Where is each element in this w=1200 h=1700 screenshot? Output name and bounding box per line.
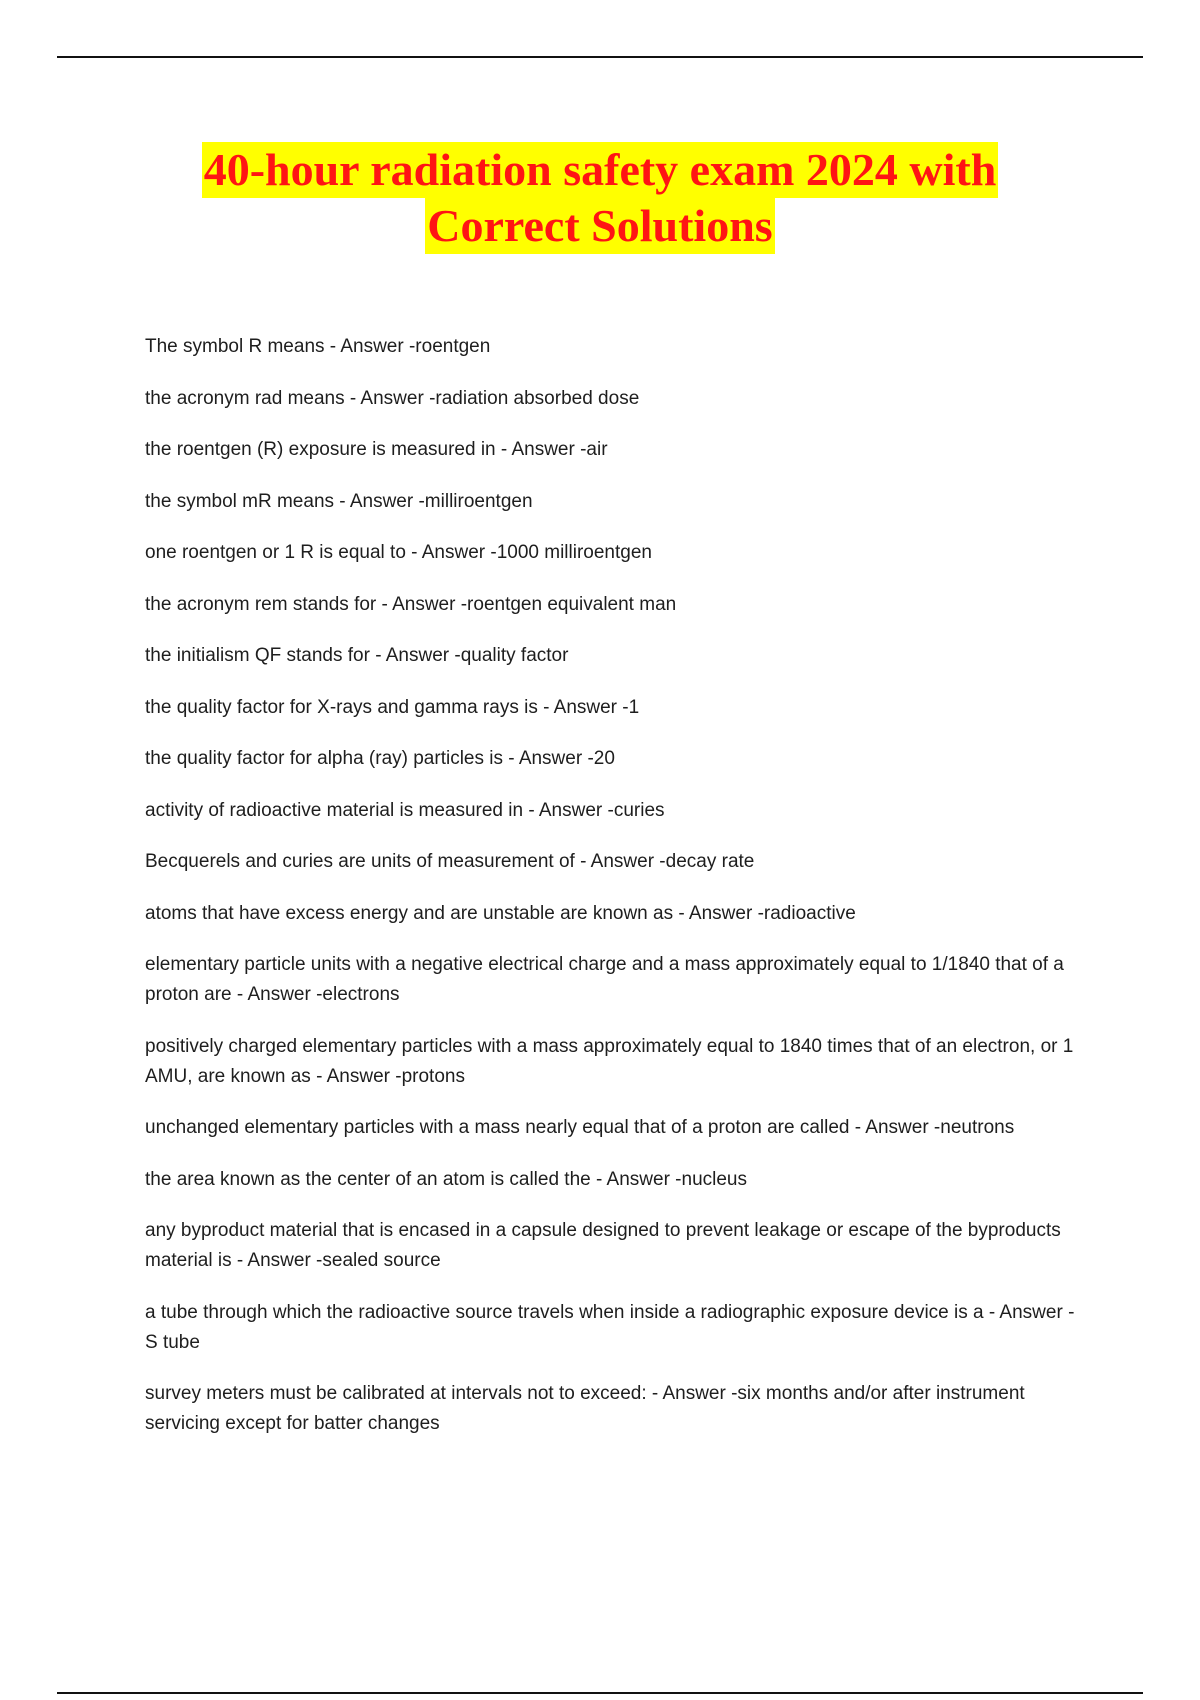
title-line-1: 40-hour radiation safety exam 2024 with [202,142,999,198]
page-title [0,142,1200,254]
list-item: Becquerels and curies are units of measurement of - Answer -decay rate [145,851,755,872]
question-answer-list [145,332,1085,1461]
list-item: elementary particle units with a negative electrical charge and a mass approximately equal to 1/1840 that of a proton are - Answer -electrons [145,954,1064,1005]
bottom-divider [57,1692,1143,1694]
title-line-2: Correct Solutions [425,198,774,254]
list-item: atoms that have excess energy and are unstable are known as - Answer -radioactive [145,902,856,924]
list-item: the acronym rem stands for - Answer -roentgen equivalent man [145,593,677,615]
top-divider [57,56,1143,58]
list-item: positively charged elementary particles with a mass approximately equal to 1840 times that of an electron, or 1 AMU, are known as - Answer -protons [145,1035,1074,1087]
list-item: the quality factor for X-rays and gamma rays is - Answer -1 [145,696,640,718]
list-item: activity of radioactive material is measured in - Answer -curies [145,799,665,821]
list-item: the quality factor for alpha (ray) particles is - Answer -20 [145,748,615,769]
list-item: the symbol mR means - Answer -milliroentgen [145,490,533,512]
list-item: the area known as the center of an atom is called the - Answer -nucleus [145,1168,747,1190]
list-item: one roentgen or 1 R is equal to - Answer -1000 milliroentgen [145,542,652,563]
list-item: any byproduct material that is encased in a capsule designed to prevent leakage or escape of the byproducts material is - Answer -sealed source [145,1220,1061,1271]
list-item: The symbol R means - Answer -roentgen [145,336,491,357]
list-item: the acronym rad means - Answer -radiation absorbed dose [145,387,640,409]
list-item: survey meters must be calibrated at intervals not to exceed: - Answer -six months and/or after instrument servicing except for batter changes [145,1383,1025,1434]
list-item: a tube through which the radioactive source travels when inside a radiographic exposure device is a - Answer -S tube [145,1301,1075,1353]
list-item: the initialism QF stands for - Answer -quality factor [145,645,569,666]
list-item: the roentgen (R) exposure is measured in - Answer -air [145,439,608,460]
list-item: unchanged elementary particles with a mass nearly equal that of a proton are called - Answer -neutrons [145,1117,1015,1138]
